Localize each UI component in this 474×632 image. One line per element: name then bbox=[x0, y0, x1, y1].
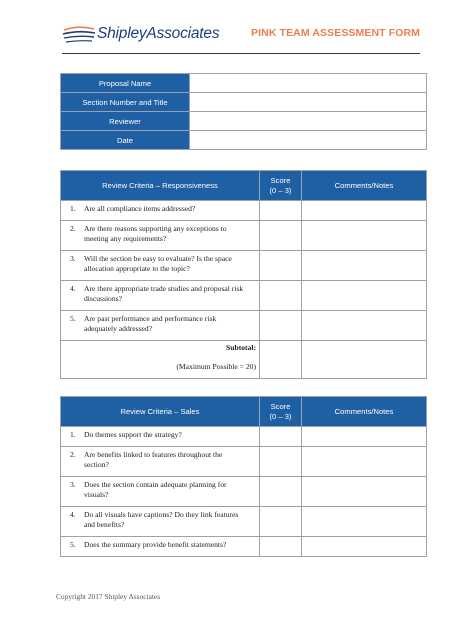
criteria-text: Are there reasons supporting any exceptions to meeting any requirements? bbox=[84, 224, 227, 243]
score-cell[interactable] bbox=[260, 251, 302, 281]
comments-cell[interactable] bbox=[302, 477, 427, 507]
info-row bbox=[61, 131, 427, 150]
sales-table bbox=[60, 396, 427, 557]
proposal-info-table bbox=[60, 73, 427, 150]
logo-text: ShipleyAssociates bbox=[97, 25, 220, 42]
table-row bbox=[61, 427, 427, 447]
responsiveness-table bbox=[60, 170, 427, 379]
table-row bbox=[61, 507, 427, 537]
comments-cell[interactable] bbox=[302, 311, 427, 341]
criteria-cell bbox=[61, 311, 260, 341]
score-header bbox=[260, 397, 302, 427]
comments-header: Comments/Notes bbox=[302, 397, 427, 427]
table-header-row bbox=[61, 171, 427, 201]
proposal-name-field[interactable] bbox=[190, 74, 427, 93]
comments-cell[interactable] bbox=[302, 201, 427, 221]
row-number: 2. bbox=[70, 224, 76, 233]
criteria-text: Are there appropriate trade studies and proposal risk discussions? bbox=[84, 284, 244, 303]
row-number: 3. bbox=[70, 254, 76, 263]
comments-cell[interactable] bbox=[302, 427, 427, 447]
table-row bbox=[61, 251, 427, 281]
company-logo bbox=[62, 22, 219, 46]
criteria-cell bbox=[61, 507, 260, 537]
form-title: PINK TEAM ASSESSMENT FORM bbox=[251, 27, 420, 39]
criteria-cell bbox=[61, 221, 260, 251]
score-cell[interactable] bbox=[260, 477, 302, 507]
score-header-line1: Score bbox=[270, 175, 291, 185]
row-number: 5. bbox=[70, 540, 76, 549]
criteria-cell bbox=[61, 477, 260, 507]
score-header-line2: (0 – 3) bbox=[269, 411, 292, 421]
copyright-footer: Copyright 2017 Shipley Associates bbox=[56, 592, 161, 601]
max-possible-label: (Maximum Possible = 20) bbox=[176, 362, 256, 371]
comments-cell[interactable] bbox=[302, 507, 427, 537]
info-label: Section Number and Title bbox=[61, 93, 190, 112]
criteria-cell bbox=[61, 427, 260, 447]
subtotal-score-cell[interactable] bbox=[260, 341, 302, 379]
score-cell[interactable] bbox=[260, 507, 302, 537]
score-header bbox=[260, 171, 302, 201]
row-number: 1. bbox=[70, 204, 76, 213]
info-row bbox=[61, 112, 427, 131]
info-label: Proposal Name bbox=[61, 74, 190, 93]
criteria-cell bbox=[61, 251, 260, 281]
score-cell[interactable] bbox=[260, 427, 302, 447]
table-row bbox=[61, 447, 427, 477]
subtotal-row bbox=[61, 341, 427, 379]
score-cell[interactable] bbox=[260, 537, 302, 557]
globe-swoosh-icon bbox=[62, 22, 96, 46]
criteria-text: Are past performance and performance risk adequately addressed? bbox=[84, 314, 217, 333]
row-number: 2. bbox=[70, 450, 76, 459]
score-cell[interactable] bbox=[260, 201, 302, 221]
table-header-row bbox=[61, 397, 427, 427]
table-row bbox=[61, 311, 427, 341]
criteria-header: Review Criteria – Responsiveness bbox=[61, 171, 260, 201]
score-cell[interactable] bbox=[260, 447, 302, 477]
section-number-field[interactable] bbox=[190, 93, 427, 112]
criteria-text: Are all compliance items addressed? bbox=[84, 204, 196, 213]
comments-cell[interactable] bbox=[302, 447, 427, 477]
score-header-line1: Score bbox=[270, 401, 291, 411]
score-header-line2: (0 – 3) bbox=[269, 185, 292, 195]
table-row bbox=[61, 221, 427, 251]
row-number: 3. bbox=[70, 480, 76, 489]
row-number: 4. bbox=[70, 510, 76, 519]
criteria-cell bbox=[61, 201, 260, 221]
comments-cell[interactable] bbox=[302, 281, 427, 311]
row-number: 1. bbox=[70, 430, 76, 439]
criteria-header: Review Criteria – Sales bbox=[61, 397, 260, 427]
table-row bbox=[61, 281, 427, 311]
table-row bbox=[61, 201, 427, 221]
title-divider bbox=[62, 53, 420, 54]
criteria-text: Do themes support the strategy? bbox=[84, 430, 182, 439]
row-number: 4. bbox=[70, 284, 76, 293]
comments-cell[interactable] bbox=[302, 251, 427, 281]
info-label: Date bbox=[61, 131, 190, 150]
table-row bbox=[61, 537, 427, 557]
score-cell[interactable] bbox=[260, 281, 302, 311]
row-number: 5. bbox=[70, 314, 76, 323]
subtotal-comments-cell[interactable] bbox=[302, 341, 427, 379]
info-row bbox=[61, 74, 427, 93]
criteria-text: Are benefits linked to features throughout the section? bbox=[84, 450, 223, 469]
criteria-text: Will the section be easy to evaluate? Is the space allocation appropriate to the topic? bbox=[84, 254, 232, 273]
criteria-cell bbox=[61, 447, 260, 477]
criteria-cell bbox=[61, 281, 260, 311]
criteria-text: Do all visuals have captions? Do they link features and benefits? bbox=[84, 510, 239, 529]
comments-cell[interactable] bbox=[302, 221, 427, 251]
reviewer-field[interactable] bbox=[190, 112, 427, 131]
date-field[interactable] bbox=[190, 131, 427, 150]
info-row bbox=[61, 93, 427, 112]
comments-cell[interactable] bbox=[302, 537, 427, 557]
score-cell[interactable] bbox=[260, 221, 302, 251]
score-cell[interactable] bbox=[260, 311, 302, 341]
table-row bbox=[61, 477, 427, 507]
criteria-text: Does the summary provide benefit statements? bbox=[84, 540, 227, 549]
subtotal-cell bbox=[61, 341, 260, 379]
info-label: Reviewer bbox=[61, 112, 190, 131]
subtotal-label: Subtotal: bbox=[226, 343, 256, 352]
comments-header: Comments/Notes bbox=[302, 171, 427, 201]
criteria-text: Does the section contain adequate planning for visuals? bbox=[84, 480, 227, 499]
criteria-cell bbox=[61, 537, 260, 557]
